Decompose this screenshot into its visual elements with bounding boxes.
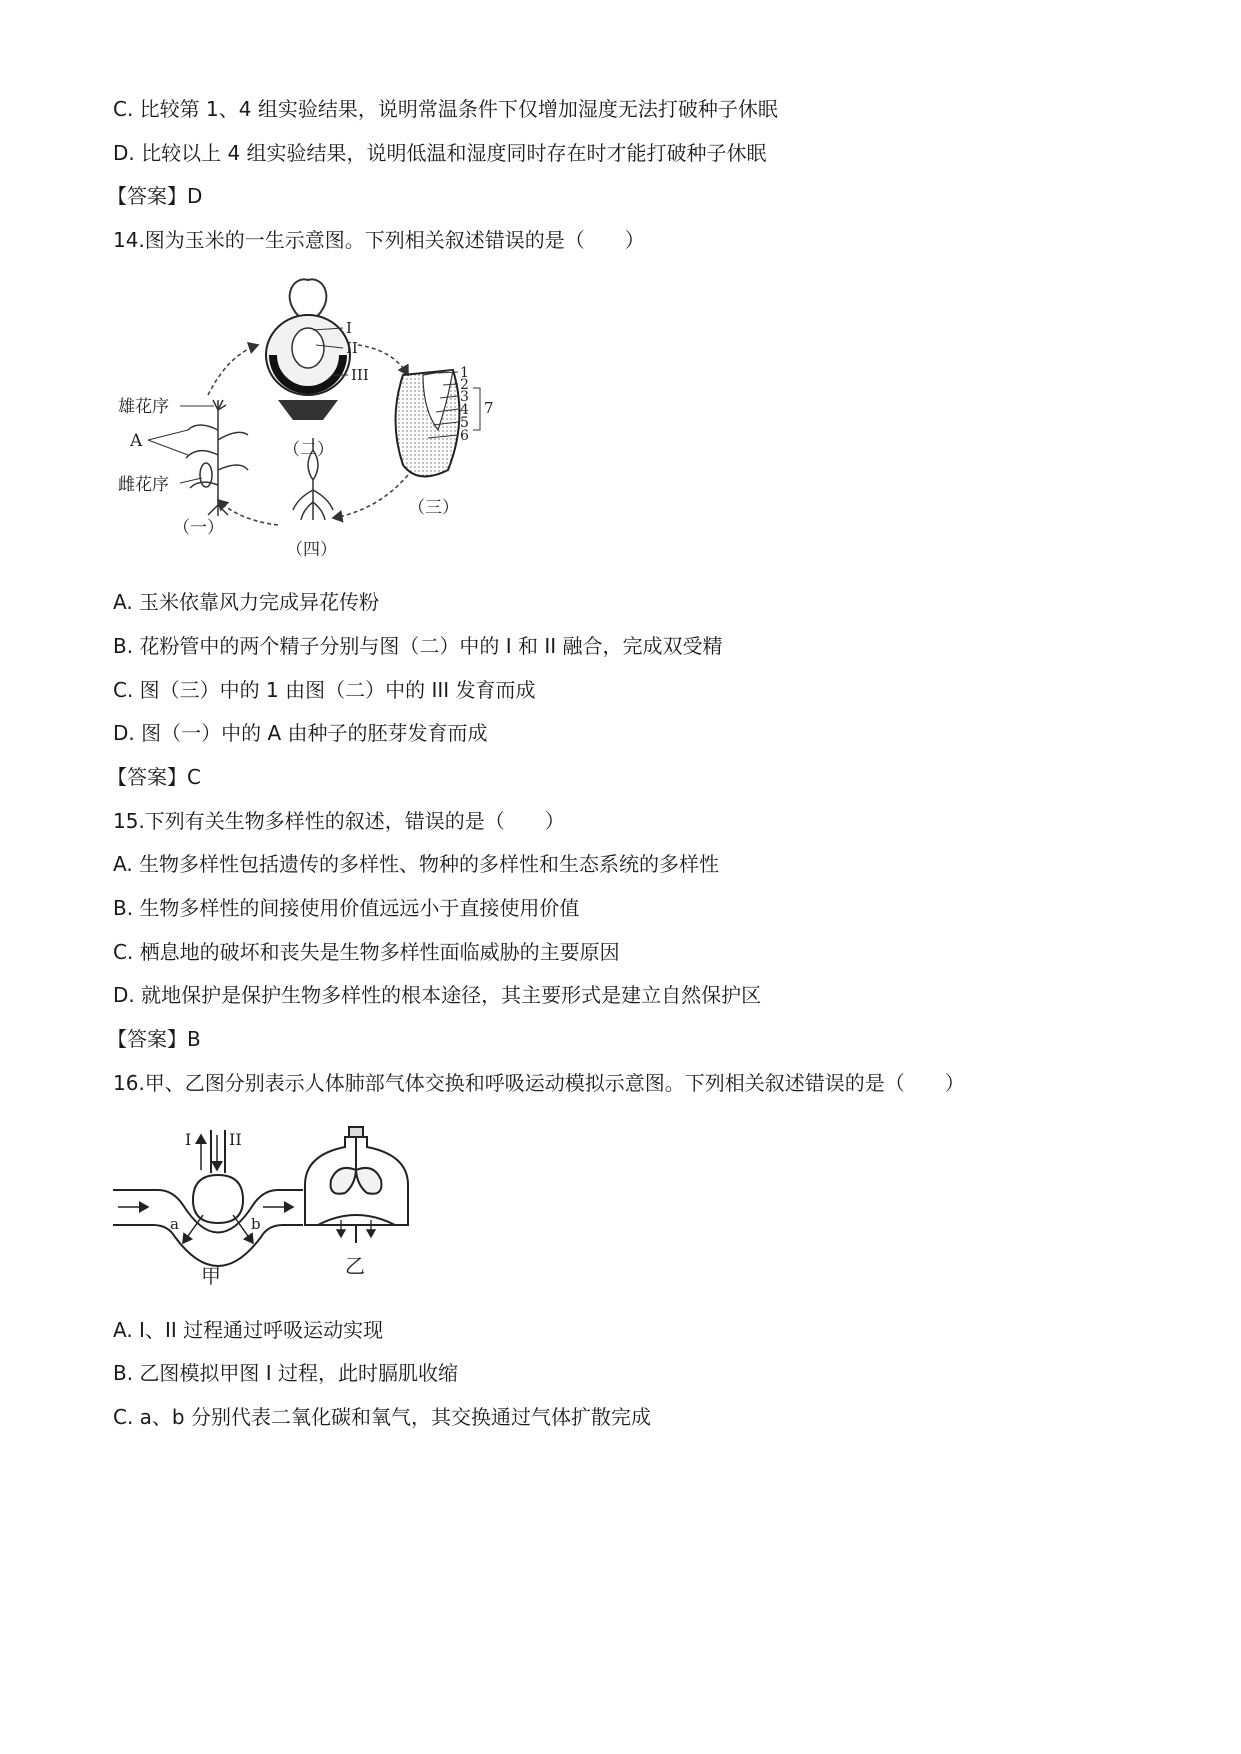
q16-option-b: B. 乙图模拟甲图 I 过程，此时膈肌收缩 [113, 1361, 459, 1385]
q15-option-a: A. 生物多样性包括遗传的多样性、物种的多样性和生态系统的多样性 [113, 852, 720, 876]
label-n6: 6 [460, 428, 469, 444]
q13-option-c: C. 比较第 1、4 组实验结果，说明常温条件下仅增加湿度无法打破种子休眠 [113, 97, 778, 121]
q14-stem: 14.图为玉米的一生示意图。下列相关叙述错误的是（ ） [113, 228, 645, 252]
q16-stem: 16.甲、乙图分别表示人体肺部气体交换和呼吸运动模拟示意图。下列相关叙述错误的是（ ） [113, 1071, 965, 1095]
label-n2: 2 [460, 377, 469, 393]
label-roman-1: I [346, 319, 352, 337]
q15-stem: 15.下列有关生物多样性的叙述，错误的是（ ） [113, 809, 565, 833]
label-n7: 7 [484, 399, 494, 417]
label-roman-2: II [346, 339, 358, 357]
corn-life-cycle-figure [118, 270, 558, 570]
cycle-arrow [218, 500, 278, 525]
lung-gas-exchange-figure [113, 1125, 443, 1295]
q15-option-c: C. 栖息地的破坏和丧失是生物多样性面临威胁的主要原因 [113, 940, 620, 964]
q13-answer: 【答案】D [107, 184, 203, 208]
label-a: a [170, 1215, 179, 1233]
label-b: b [251, 1215, 261, 1233]
bell-jar-model-drawing [305, 1127, 408, 1243]
q14-option-c: C. 图（三）中的 1 由图（二）中的 III 发育而成 [113, 678, 536, 702]
q15-option-d: D. 就地保护是保护生物多样性的根本途径，其主要形式是建立自然保护区 [113, 983, 762, 1007]
label-jia: 甲 [201, 1264, 221, 1288]
label-fig3: （三） [408, 498, 459, 518]
label-n3: 3 [460, 389, 469, 405]
q13-option-d: D. 比较以上 4 组实验结果，说明低温和湿度同时存在时才能打破种子休眠 [113, 141, 767, 165]
label-n4: 4 [460, 402, 469, 418]
q14-option-a: A. 玉米依靠风力完成异花传粉 [113, 590, 380, 614]
label-fig1: （一） [173, 518, 224, 538]
label-male-inflorescence: 雄花序 [118, 397, 169, 417]
q14-answer: 【答案】C [107, 765, 201, 789]
corn-plant-drawing [186, 400, 248, 516]
label-female-inflorescence: 雌花序 [118, 475, 169, 495]
label-a: A [130, 431, 143, 451]
label-fig4: （四） [286, 540, 337, 560]
plant-leader-lines [148, 406, 214, 483]
q14-option-b: B. 花粉管中的两个精子分别与图（二）中的 I 和 II 融合，完成双受精 [113, 634, 723, 658]
label-yi: 乙 [345, 1254, 365, 1278]
cycle-arrow [208, 345, 258, 395]
label-n1: 1 [460, 365, 469, 381]
q14-option-d: D. 图（一）中的 A 由种子的胚芽发育而成 [113, 721, 488, 745]
ovary-section-drawing [266, 279, 350, 420]
label-n5: 5 [460, 415, 469, 431]
q16-option-a: A. I、II 过程通过呼吸运动实现 [113, 1318, 384, 1342]
label-process-i: I [185, 1130, 192, 1149]
cycle-arrow [333, 475, 408, 518]
q15-option-b: B. 生物多样性的间接使用价值远远小于直接使用价值 [113, 896, 580, 920]
q16-option-c: C. a、b 分别代表二氧化碳和氧气，其交换通过气体扩散完成 [113, 1405, 651, 1429]
label-roman-3: III [351, 366, 369, 384]
label-process-ii: II [229, 1130, 242, 1149]
alveolus-capillary-drawing [113, 1130, 303, 1266]
label-fig2: （二） [283, 440, 334, 460]
q15-answer: 【答案】B [107, 1027, 201, 1051]
